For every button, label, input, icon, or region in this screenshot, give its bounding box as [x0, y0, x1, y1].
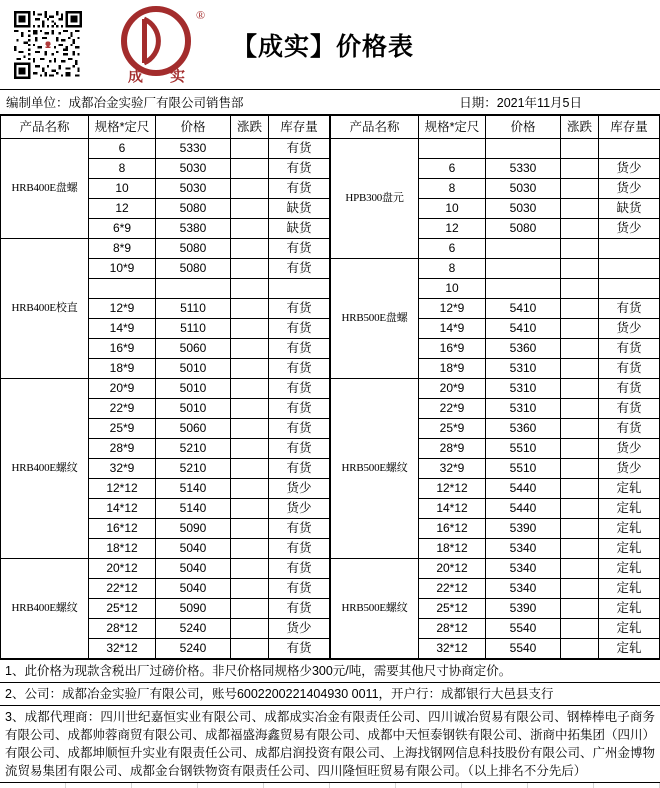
cell-spec: 14*12 [419, 499, 486, 519]
cell-price: 5140 [156, 479, 231, 499]
cell-spec: 16*9 [419, 339, 486, 359]
cell-price: 5010 [156, 359, 231, 379]
cell-price: 5110 [156, 319, 231, 339]
cell-spec: 32*12 [89, 639, 156, 659]
info-bar [0, 90, 660, 115]
cell-spec: 14*12 [89, 499, 156, 519]
cell-price [486, 139, 561, 159]
cell-price: 5510 [486, 459, 561, 479]
cell-spec: 6 [89, 139, 156, 159]
cell-change [561, 439, 599, 459]
cell-spec: 28*12 [89, 619, 156, 639]
cell-stock: 有货 [269, 399, 330, 419]
cell-change [231, 339, 269, 359]
table-header-row [331, 116, 660, 139]
cell-change [231, 519, 269, 539]
col-header-change: 涨跌 [561, 116, 599, 139]
cell-spec: 22*12 [419, 579, 486, 599]
cell-stock: 有货 [269, 459, 330, 479]
cell-price: 5540 [486, 619, 561, 639]
table-row [1, 379, 330, 399]
cell-price: 5310 [486, 399, 561, 419]
svg-text:实: 实 [170, 66, 186, 85]
cell-change [231, 139, 269, 159]
cell-spec: 12*9 [419, 299, 486, 319]
cell-price: 5110 [156, 299, 231, 319]
date-label: 日期：2021年11月5日 [459, 96, 582, 110]
col-header-product: 产品名称 [331, 116, 419, 139]
cell-change [561, 539, 599, 559]
col-header-stock: 库存量 [599, 116, 660, 139]
cell-price: 5440 [486, 499, 561, 519]
cell-stock: 定轧 [599, 499, 660, 519]
cell-price: 5330 [156, 139, 231, 159]
cell-product: HRB400E螺纹 [1, 379, 89, 559]
cell-price: 5240 [156, 639, 231, 659]
cell-spec: 10 [419, 279, 486, 299]
cell-change [561, 579, 599, 599]
cell-product: HRB500E螺纹 [331, 559, 419, 659]
cell-stock: 货少 [269, 479, 330, 499]
svg-text:成: 成 [128, 66, 144, 85]
cell-stock: 有货 [269, 599, 330, 619]
table-row [1, 239, 330, 259]
qr-code-icon [14, 11, 82, 79]
cell-stock: 有货 [269, 559, 330, 579]
cell-change [561, 239, 599, 259]
cell-spec: 25*12 [89, 599, 156, 619]
cell-spec: 28*12 [419, 619, 486, 639]
cell-product: HRB500E盘螺 [331, 259, 419, 379]
cell-spec: 20*12 [89, 559, 156, 579]
cell-spec: 8 [89, 159, 156, 179]
cell-change [561, 519, 599, 539]
footer-notes [0, 659, 660, 783]
col-header-change: 涨跌 [231, 116, 269, 139]
cell-spec: 12 [419, 219, 486, 239]
cell-price: 5140 [156, 499, 231, 519]
cell-change [561, 399, 599, 419]
cell-change [231, 619, 269, 639]
cell-change [231, 179, 269, 199]
bottom-grid-strip [0, 783, 660, 788]
cell-spec: 16*12 [89, 519, 156, 539]
cell-price: 5030 [486, 179, 561, 199]
price-table-left [0, 115, 330, 659]
grid-cell [330, 783, 396, 788]
cell-stock: 有货 [269, 299, 330, 319]
cell-change [561, 159, 599, 179]
cell-spec: 8*9 [89, 239, 156, 259]
cell-change [231, 159, 269, 179]
col-header-spec: 规格*定尺 [419, 116, 486, 139]
grid-cell [528, 783, 594, 788]
cell-stock: 定轧 [599, 519, 660, 539]
cell-spec: 8 [419, 259, 486, 279]
cell-change [561, 379, 599, 399]
cell-price: 5330 [486, 159, 561, 179]
cell-stock: 缺货 [269, 199, 330, 219]
cell-price: 5360 [486, 419, 561, 439]
cell-price: 5540 [486, 639, 561, 659]
cell-change [231, 379, 269, 399]
cell-spec: 6 [419, 159, 486, 179]
cell-spec: 6*9 [89, 219, 156, 239]
cell-change [231, 579, 269, 599]
cell-spec: 12*12 [89, 479, 156, 499]
cell-stock: 有货 [269, 179, 330, 199]
cell-change [231, 199, 269, 219]
cell-change [231, 419, 269, 439]
cell-spec: 22*9 [89, 399, 156, 419]
cell-stock: 有货 [269, 259, 330, 279]
cell-change [561, 139, 599, 159]
table-row [331, 559, 660, 579]
cell-stock: 定轧 [599, 579, 660, 599]
cell-change [231, 439, 269, 459]
cell-price: 5060 [156, 339, 231, 359]
cell-change [231, 239, 269, 259]
company-logo-icon [104, 3, 214, 87]
cell-change [231, 359, 269, 379]
svg-text:®: ® [196, 7, 206, 22]
cell-stock: 有货 [599, 379, 660, 399]
cell-price: 5040 [156, 579, 231, 599]
masthead [0, 0, 660, 90]
cell-spec: 28*9 [89, 439, 156, 459]
cell-price: 5030 [486, 199, 561, 219]
cell-price: 5080 [156, 199, 231, 219]
cell-price: 5310 [486, 379, 561, 399]
cell-product: HPB300盘元 [331, 139, 419, 259]
cell-stock: 有货 [269, 379, 330, 399]
cell-change [231, 599, 269, 619]
note-3: 3、成都代理商：四川世纪嘉恒实业有限公司、成都成实冶金有限责任公司、四川诚冶贸易有限公司、钢棒棒电子商务有限公司、成都帅蓉商贸有限公司、成都福盛海鑫贸易有限公司、成都中天恒泰钢铁有限公司、浙商中拓集团（四川）有限公司、成都坤顺恒升实业有限责任公司、成都启润投资有限公司、上海找钢网信息科技股份有限公司、广州金博物流贸易集团有限公司、成都金台钢铁物资有限责任公司、四川隆恒旺贸易有限公司。（以上排名不分先后） [0, 706, 660, 783]
grid-cell [264, 783, 330, 788]
cell-price: 5510 [486, 439, 561, 459]
cell-stock: 有货 [269, 419, 330, 439]
grid-cell [396, 783, 462, 788]
price-table-right-body [331, 139, 660, 659]
cell-product: HRB400E盘螺 [1, 139, 89, 239]
cell-spec: 16*12 [419, 519, 486, 539]
cell-change [231, 479, 269, 499]
cell-change [561, 559, 599, 579]
cell-stock: 有货 [599, 419, 660, 439]
table-row [331, 139, 660, 159]
cell-spec: 22*9 [419, 399, 486, 419]
cell-price: 5340 [486, 539, 561, 559]
cell-change [561, 499, 599, 519]
cell-spec: 20*9 [89, 379, 156, 399]
cell-stock: 有货 [269, 639, 330, 659]
cell-spec: 8 [419, 179, 486, 199]
cell-change [231, 219, 269, 239]
cell-price: 5380 [156, 219, 231, 239]
cell-spec: 32*9 [419, 459, 486, 479]
cell-stock: 有货 [269, 439, 330, 459]
cell-change [561, 599, 599, 619]
cell-change [231, 539, 269, 559]
col-header-product: 产品名称 [1, 116, 89, 139]
page-title: 【成实】价格表 [232, 31, 415, 61]
cell-stock: 有货 [269, 239, 330, 259]
cell-spec: 12*9 [89, 299, 156, 319]
cell-stock: 有货 [269, 539, 330, 559]
cell-stock: 定轧 [599, 539, 660, 559]
cell-price: 5210 [156, 439, 231, 459]
cell-change [231, 299, 269, 319]
table-row [331, 379, 660, 399]
cell-spec: 16*9 [89, 339, 156, 359]
cell-stock: 货少 [599, 219, 660, 239]
cell-stock: 定轧 [599, 559, 660, 579]
cell-price: 5030 [156, 179, 231, 199]
cell-price: 5060 [156, 419, 231, 439]
cell-stock: 定轧 [599, 639, 660, 659]
cell-stock [599, 259, 660, 279]
cell-stock: 货少 [599, 459, 660, 479]
cell-spec: 25*9 [419, 419, 486, 439]
cell-stock: 有货 [269, 319, 330, 339]
cell-spec [89, 279, 156, 299]
cell-stock: 有货 [599, 359, 660, 379]
cell-stock [599, 239, 660, 259]
cell-change [231, 279, 269, 299]
note-1: 1、此价格为现款含税出厂过磅价格。非尺价格同规格少300元/吨，需要其他尺寸协商定价。 [0, 660, 660, 683]
cell-change [231, 559, 269, 579]
cell-spec: 18*12 [89, 539, 156, 559]
cell-change [561, 299, 599, 319]
cell-stock: 有货 [599, 399, 660, 419]
cell-stock [599, 279, 660, 299]
cell-change [561, 479, 599, 499]
cell-stock: 缺货 [269, 219, 330, 239]
cell-price: 5080 [486, 219, 561, 239]
cell-price [486, 279, 561, 299]
cell-stock: 货少 [599, 159, 660, 179]
cell-stock: 缺货 [599, 199, 660, 219]
cell-price: 5360 [486, 339, 561, 359]
cell-spec: 14*9 [89, 319, 156, 339]
cell-price: 5390 [486, 599, 561, 619]
cell-price: 5030 [156, 159, 231, 179]
cell-product: HRB500E螺纹 [331, 379, 419, 559]
cell-change [561, 319, 599, 339]
cell-stock: 定轧 [599, 619, 660, 639]
cell-spec: 6 [419, 239, 486, 259]
cell-stock: 有货 [269, 339, 330, 359]
cell-price: 5440 [486, 479, 561, 499]
grid-cell [66, 783, 132, 788]
cell-spec: 25*12 [419, 599, 486, 619]
cell-price: 5410 [486, 299, 561, 319]
cell-spec: 10 [89, 179, 156, 199]
cell-change [231, 259, 269, 279]
col-header-price: 价格 [486, 116, 561, 139]
cell-change [231, 399, 269, 419]
cell-stock: 有货 [599, 299, 660, 319]
cell-stock: 有货 [269, 519, 330, 539]
cell-price [486, 259, 561, 279]
cell-spec: 18*9 [89, 359, 156, 379]
cell-price [156, 279, 231, 299]
cell-change [561, 459, 599, 479]
col-header-price: 价格 [156, 116, 231, 139]
cell-stock: 定轧 [599, 599, 660, 619]
cell-spec: 20*12 [419, 559, 486, 579]
cell-spec: 10*9 [89, 259, 156, 279]
cell-spec: 32*9 [89, 459, 156, 479]
cell-price: 5240 [156, 619, 231, 639]
cell-spec [419, 139, 486, 159]
cell-price: 5310 [486, 359, 561, 379]
cell-change [561, 619, 599, 639]
cell-stock: 货少 [599, 319, 660, 339]
cell-spec: 32*12 [419, 639, 486, 659]
cell-spec: 28*9 [419, 439, 486, 459]
cell-stock: 货少 [599, 179, 660, 199]
table-row [1, 139, 330, 159]
cell-change [231, 499, 269, 519]
cell-price: 5040 [156, 559, 231, 579]
note-2: 2、公司：成都冶金实验厂有限公司，账号6002200221404930 0011，开户行：成都银行大邑县支行 [0, 683, 660, 706]
cell-spec: 18*9 [419, 359, 486, 379]
cell-change [561, 419, 599, 439]
price-tables [0, 115, 660, 659]
grid-cell [594, 783, 660, 788]
cell-stock: 有货 [269, 159, 330, 179]
cell-price: 5390 [486, 519, 561, 539]
grid-cell [0, 783, 66, 788]
cell-stock: 有货 [269, 359, 330, 379]
cell-stock [269, 279, 330, 299]
cell-change [561, 339, 599, 359]
grid-cell [462, 783, 528, 788]
grid-cell [198, 783, 264, 788]
cell-stock [599, 139, 660, 159]
price-table-right [330, 115, 660, 659]
cell-change [231, 319, 269, 339]
cell-price [486, 239, 561, 259]
table-row [331, 259, 660, 279]
cell-spec: 12 [89, 199, 156, 219]
cell-spec: 14*9 [419, 319, 486, 339]
cell-price: 5010 [156, 379, 231, 399]
cell-price: 5010 [156, 399, 231, 419]
cell-change [231, 459, 269, 479]
col-header-spec: 规格*定尺 [89, 116, 156, 139]
cell-stock: 货少 [599, 439, 660, 459]
cell-change [561, 359, 599, 379]
cell-price: 5340 [486, 579, 561, 599]
cell-spec: 25*9 [89, 419, 156, 439]
cell-product: HRB400E校直 [1, 239, 89, 379]
table-row [1, 559, 330, 579]
cell-price: 5040 [156, 539, 231, 559]
table-header-row [1, 116, 330, 139]
cell-spec: 12*12 [419, 479, 486, 499]
cell-change [561, 639, 599, 659]
cell-stock: 定轧 [599, 479, 660, 499]
cell-price: 5080 [156, 239, 231, 259]
cell-price: 5210 [156, 459, 231, 479]
cell-stock: 有货 [599, 339, 660, 359]
col-header-stock: 库存量 [269, 116, 330, 139]
cell-stock: 有货 [269, 139, 330, 159]
grid-cell [132, 783, 198, 788]
cell-spec: 18*12 [419, 539, 486, 559]
cell-price: 5080 [156, 259, 231, 279]
cell-stock: 有货 [269, 579, 330, 599]
cell-change [561, 179, 599, 199]
cell-spec: 20*9 [419, 379, 486, 399]
cell-price: 5340 [486, 559, 561, 579]
cell-stock: 货少 [269, 499, 330, 519]
cell-price: 5090 [156, 519, 231, 539]
cell-change [561, 279, 599, 299]
cell-change [561, 259, 599, 279]
cell-product: HRB400E螺纹 [1, 559, 89, 659]
price-table-left-body [1, 139, 330, 659]
cell-change [561, 199, 599, 219]
cell-change [231, 639, 269, 659]
cell-spec: 22*12 [89, 579, 156, 599]
cell-price: 5410 [486, 319, 561, 339]
cell-spec: 10 [419, 199, 486, 219]
cell-change [561, 219, 599, 239]
cell-stock: 货少 [269, 619, 330, 639]
cell-price: 5090 [156, 599, 231, 619]
compiled-by-label: 编制单位：成都冶金实验厂有限公司销售部 [6, 96, 244, 110]
